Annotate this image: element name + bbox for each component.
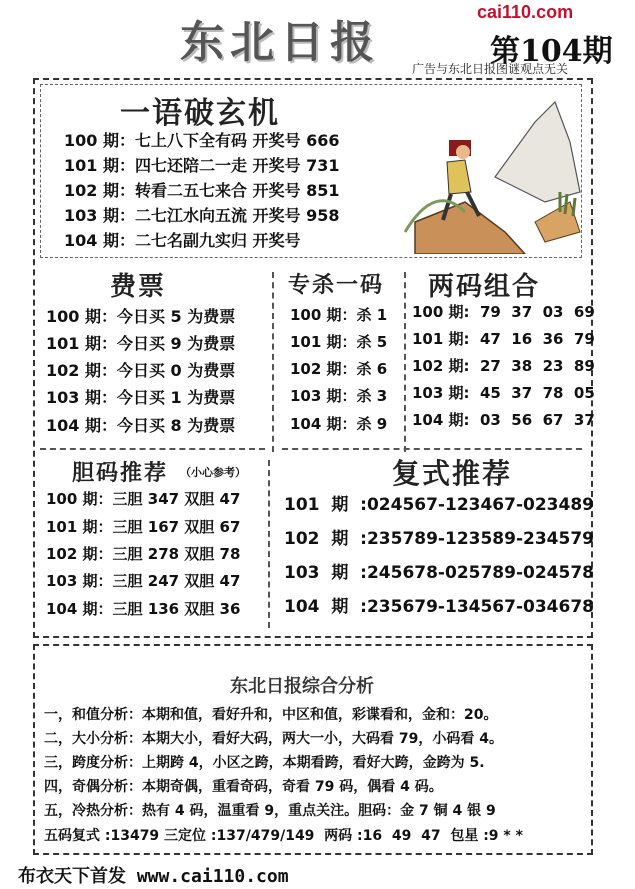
liangma-row: 100 期: 79 37 03 69 xyxy=(412,303,595,321)
liangma-row: 101 期: 47 16 36 79 xyxy=(412,330,595,348)
liangma-row: 102 期: 27 38 23 89 xyxy=(412,357,595,375)
yiyu-row: 104 期：二七名副九实归 开奖号 xyxy=(64,231,301,250)
liangma-row: 103 期: 45 37 78 05 xyxy=(412,384,595,402)
feipiao-row: 103 期：今日买 1 为费票 xyxy=(46,388,236,407)
divider xyxy=(272,272,274,452)
yiyu-title: 一语破玄机 xyxy=(120,96,280,131)
zhuansha-row: 101 期：杀 5 xyxy=(290,333,388,351)
danma-row: 102 期：三胆 278 双胆 78 xyxy=(46,545,241,563)
danma-row: 103 期：三胆 247 双胆 47 xyxy=(46,572,241,590)
site-brand: cai110.com xyxy=(477,2,574,22)
danma-row: 100 期：三胆 347 双胆 47 xyxy=(46,490,241,508)
feipiao-row: 101 期：今日买 9 为费票 xyxy=(46,334,236,353)
issue-number: 第104期 xyxy=(490,34,613,69)
yiyu-row: 103 期：二七江水向五流 开奖号 958 xyxy=(64,206,340,225)
analysis-row: 三，跨度分析：上期跨 4，小区之跨，本期看跨，看好大跨，金跨为 5. xyxy=(44,755,485,771)
yiyu-row: 102 期：转看二五七来合 开奖号 851 xyxy=(64,181,340,200)
analysis-row: 四，奇偶分析：本期奇偶，重看奇码，奇看 79 码，偶看 4 码。 xyxy=(44,779,443,795)
analysis-title: 东北日报综合分析 xyxy=(230,676,374,697)
fushi-row: 102 期 :235789-123589-234579 xyxy=(284,529,594,549)
fushi-row: 101 期 :024567-123467-023489 xyxy=(284,495,594,515)
zhuansha-row: 100 期：杀 1 xyxy=(290,306,388,324)
feipiao-title: 费票 xyxy=(110,272,167,302)
analysis-row: 五，冷热分析：热有 4 码，温重看 9，重点关注。胆码：金 7 铜 4 银 9 xyxy=(44,803,496,819)
yiyu-row: 101 期：四七还陪二一走 开奖号 731 xyxy=(64,156,340,175)
danma-note: （小心参考） xyxy=(180,466,246,479)
analysis-row: 五码复式 :13479 三定位 :137/479/149 两码 :16 49 47 包星 :9 * * xyxy=(44,828,523,844)
zhuansha-row: 102 期：杀 6 xyxy=(290,360,388,378)
danma-row: 104 期：三胆 136 双胆 36 xyxy=(46,600,241,618)
fushi-row: 103 期 :245678-025789-024578 xyxy=(284,563,594,583)
analysis-row: 一，和值分析：本期和值，看好升和，中区和值，彩谍看和，金和：20。 xyxy=(44,707,498,723)
liangma-row: 104 期: 03 56 67 37 xyxy=(412,411,595,429)
feipiao-row: 104 期：今日买 8 为费票 xyxy=(46,416,236,435)
zhuansha-row: 103 期：杀 3 xyxy=(290,387,388,405)
zhuansha-row: 104 期：杀 9 xyxy=(290,415,388,433)
fushi-row: 104 期 :235679-134567-034678 xyxy=(284,597,594,617)
danma-row: 101 期：三胆 167 双胆 67 xyxy=(46,518,241,536)
masthead-title: 东北日报 xyxy=(180,17,380,68)
divider xyxy=(282,448,582,450)
feipiao-row: 100 期：今日买 5 为费票 xyxy=(46,307,236,326)
danma-title: 胆码推荐 xyxy=(72,460,169,486)
yiyu-row: 100 期：七上八下全有码 开奖号 666 xyxy=(64,131,340,150)
liangma-title: 两码组合 xyxy=(428,272,541,302)
fushi-title: 复式推荐 xyxy=(392,457,513,490)
divider xyxy=(40,448,265,450)
feipiao-row: 102 期：今日买 0 为费票 xyxy=(46,361,236,380)
hiker-illustration xyxy=(395,82,585,254)
divider xyxy=(404,272,406,452)
analysis-row: 二，大小分析：本期大小，看好大码，两大一小，大码看 79，小码看 4。 xyxy=(44,731,503,747)
disclaimer: 广告与东北日报图谜观点无关 xyxy=(412,62,569,76)
footer-text: 布衣天下首发 www.cai110.com xyxy=(18,866,289,887)
zhuansha-title: 专杀一码 xyxy=(288,272,385,298)
divider xyxy=(268,460,270,628)
